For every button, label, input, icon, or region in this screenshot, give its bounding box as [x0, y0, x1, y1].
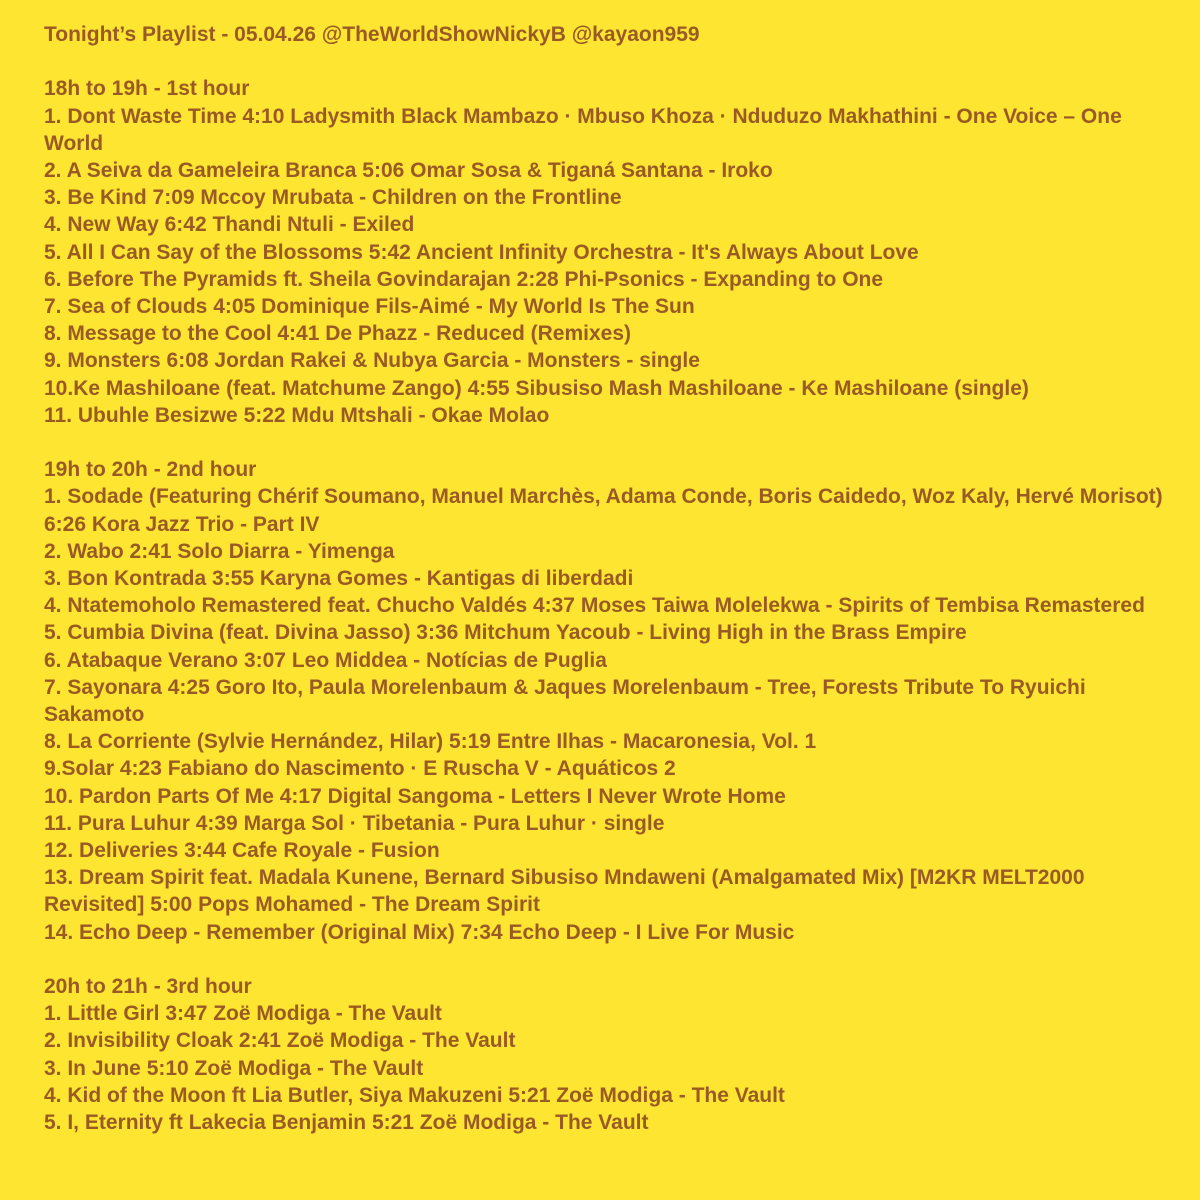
track-item: 8. Message to the Cool 4:41 De Phazz - Reduced (Remixes) [44, 322, 631, 346]
track-item: 3. Bon Kontrada 3:55 Karyna Gomes - Kantigas di liberdadi [44, 567, 634, 591]
track-item: 11. Ubuhle Besizwe 5:22 Mdu Mtshali - Okae Molao [44, 403, 550, 427]
track-item: 11. Pura Luhur 4:39 Marga Sol · Tibetania - Pura Luhur · single [44, 811, 665, 835]
track-item: 5. All I Can Say of the Blossoms 5:42 Ancient Infinity Orchestra - It's Always About Love [44, 240, 919, 264]
spacer [44, 429, 1180, 456]
track-item: 7. Sea of Clouds 4:05 Dominique Fils-Aimé - My World Is The Sun [44, 295, 695, 319]
spacer [44, 48, 1180, 75]
track-item: 13. Dream Spirit feat. Madala Kunene, Bernard Sibusiso Mndaweni (Amalgamated Mix) [M2KR MELT2000 Revisited] 5:00 Pops Mohamed - The Dream Spirit [44, 866, 1085, 917]
track-item: 2. Invisibility Cloak 2:41 Zoë Modiga - The Vault [44, 1029, 516, 1053]
track-item: 1. Little Girl 3:47 Zoë Modiga - The Vault [44, 1002, 442, 1026]
track-item: 1. Sodade (Featuring Chérif Soumano, Manuel Marchès, Adama Conde, Boris Caidedo, Woz Kaly, Hervé Morisot) 6:26 Kora Jazz Trio - Part IV [44, 485, 1163, 536]
hour-1-section [44, 75, 1180, 429]
spacer [44, 946, 1180, 973]
track-item: 1. Dont Waste Time 4:10 Ladysmith Black Mambazo · Mbuso Khoza · Nduduzo Makhathini - One Voice – One World [44, 104, 1122, 155]
hour-3-heading: 20h to 21h - 3rd hour [44, 975, 252, 999]
track-item: 5. Cumbia Divina (feat. Divina Jasso) 3:36 Mitchum Yacoub - Living High in the Brass Empire [44, 621, 967, 645]
track-item: 2. Wabo 2:41 Solo Diarra - Yimenga [44, 539, 395, 563]
hour-2-section [44, 456, 1180, 946]
track-item: 3. Be Kind 7:09 Mccoy Mrubata - Children on the Frontline [44, 186, 622, 210]
track-item: 3. In June 5:10 Zoë Modiga - The Vault [44, 1056, 424, 1080]
track-item: 12. Deliveries 3:44 Cafe Royale - Fusion [44, 839, 440, 863]
track-item: 4. New Way 6:42 Thandi Ntuli - Exiled [44, 213, 415, 237]
track-item: 6. Before The Pyramids ft. Sheila Govindarajan 2:28 Phi-Psonics - Expanding to One [44, 267, 884, 291]
hour-2-heading: 19h to 20h - 2nd hour [44, 458, 257, 482]
track-item: 7. Sayonara 4:25 Goro Ito, Paula Morelenbaum & Jaques Morelenbaum - Tree, Forests Tribute To Ryuichi Sakamoto [44, 675, 1086, 727]
track-item: 6. Atabaque Verano 3:07 Leo Middea - Notícias de Puglia [44, 648, 607, 672]
track-item: 5. I, Eternity ft Lakecia Benjamin 5:21 Zoë Modiga - The Vault [44, 1111, 649, 1135]
track-item: 4. Ntatemoholo Remastered feat. Chucho Valdés 4:37 Moses Taiwa Molelekwa - Spirits of Tembisa Remastered [44, 594, 1145, 618]
track-item: 2. A Seiva da Gameleira Branca 5:06 Omar Sosa & Tiganá Santana - Iroko [44, 159, 773, 182]
page-title: Tonight’s Playlist - 05.04.26 @TheWorldShowNickyB @kayaon959 [44, 23, 700, 46]
track-item: 9.Solar 4:23 Fabiano do Nascimento · E Ruscha V - Aquáticos 2 [44, 757, 676, 781]
track-item: 10. Pardon Parts Of Me 4:17 Digital Sangoma - Letters I Never Wrote Home [44, 784, 786, 808]
hour-1-heading: 18h to 19h - 1st hour [44, 77, 250, 101]
track-item: 14. Echo Deep - Remember (Original Mix) 7:34 Echo Deep - I Live For Music [44, 920, 795, 944]
track-item: 4. Kid of the Moon ft Lia Butler, Siya Makuzeni 5:21 Zoë Modiga - The Vault [44, 1083, 785, 1107]
track-item: 10.Ke Mashiloane (feat. Matchume Zango) 4:55 Sibusiso Mash Mashiloane - Ke Mashiloane (single) [44, 376, 1029, 400]
track-item: 9. Monsters 6:08 Jordan Rakei & Nubya Garcia - Monsters - single [44, 349, 700, 373]
hour-3-section [44, 973, 1180, 1136]
track-item: 8. La Corriente (Sylvie Hernández, Hilar) 5:19 Entre Ilhas - Macaronesia, Vol. 1 [44, 730, 817, 754]
